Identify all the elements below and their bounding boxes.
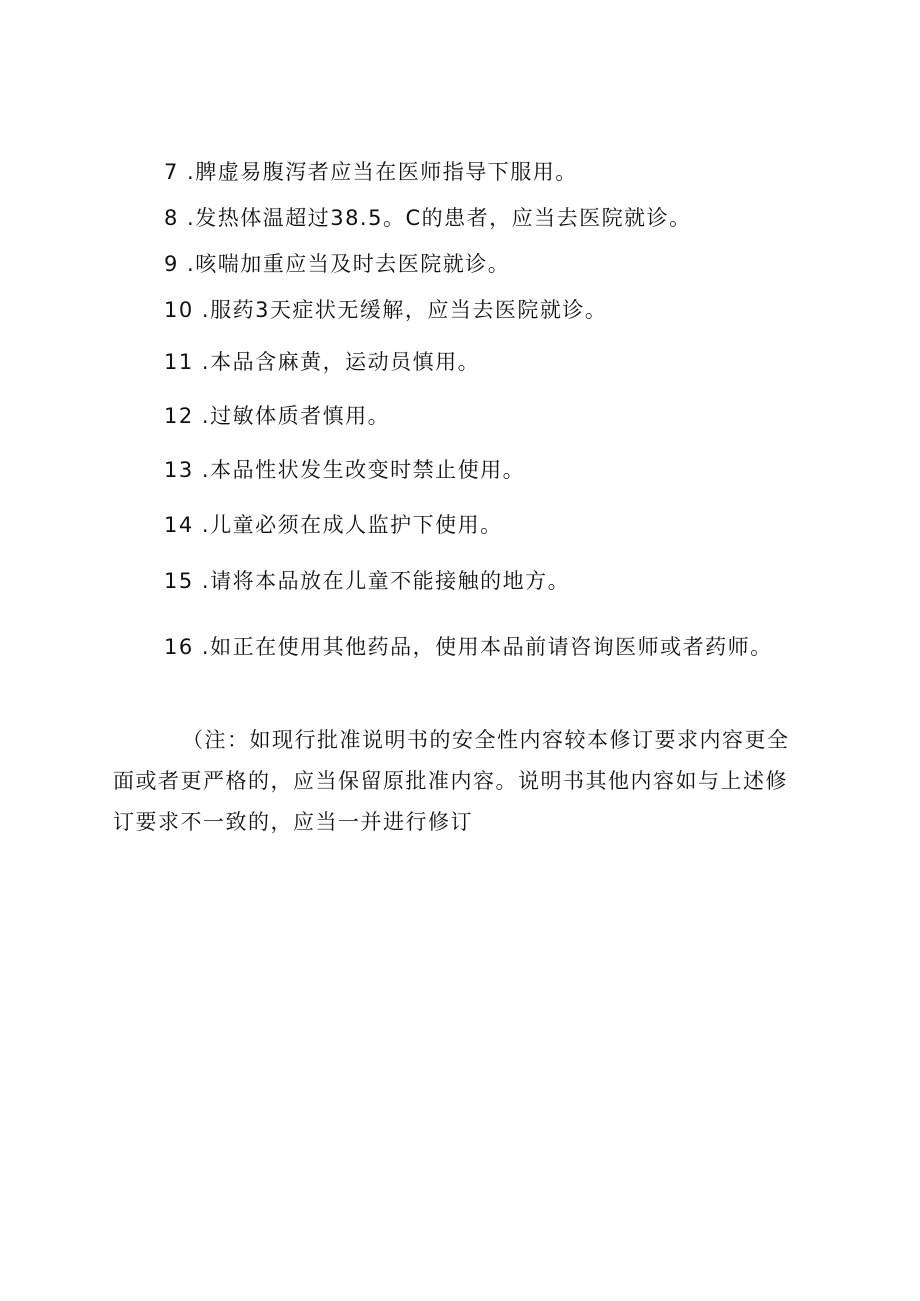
note-line-2: 面或者更严格的，应当保留原批准内容。说明书其他内容如与上述修 (113, 769, 788, 793)
note-line-3: 订要求不一致的，应当一并进行修订 (113, 810, 473, 834)
list-item-15: 15 .请将本品放在儿童不能接触的地方。 (164, 569, 571, 593)
list-item-7: 7 .脾虚易腹泻者应当在医师指导下服用。 (164, 160, 578, 184)
list-item-12: 12 .过敏体质者慎用。 (164, 404, 391, 428)
list-item-8: 8 .发热体温超过38.5。C的患者，应当去医院就诊。 (164, 206, 692, 230)
list-item-13: 13 .本品性状发生改变时禁止使用。 (164, 458, 526, 482)
revision-note (113, 720, 813, 843)
note-line-1: （注：如现行批准说明书的安全性内容较本修订要求内容更全 (182, 728, 790, 752)
list-item-14: 14 .儿童必须在成人监护下使用。 (164, 513, 503, 537)
list-item-16: 16 .如正在使用其他药品，使用本品前请咨询医师或者药师。 (164, 635, 773, 659)
list-item-10: 10 .服药3天症状无缓解，应当去医院就诊。 (164, 298, 608, 322)
list-item-11: 11 .本品含麻黄，运动员慎用。 (164, 350, 481, 374)
list-item-9: 9 .咳喘加重应当及时去医院就诊。 (164, 252, 511, 276)
